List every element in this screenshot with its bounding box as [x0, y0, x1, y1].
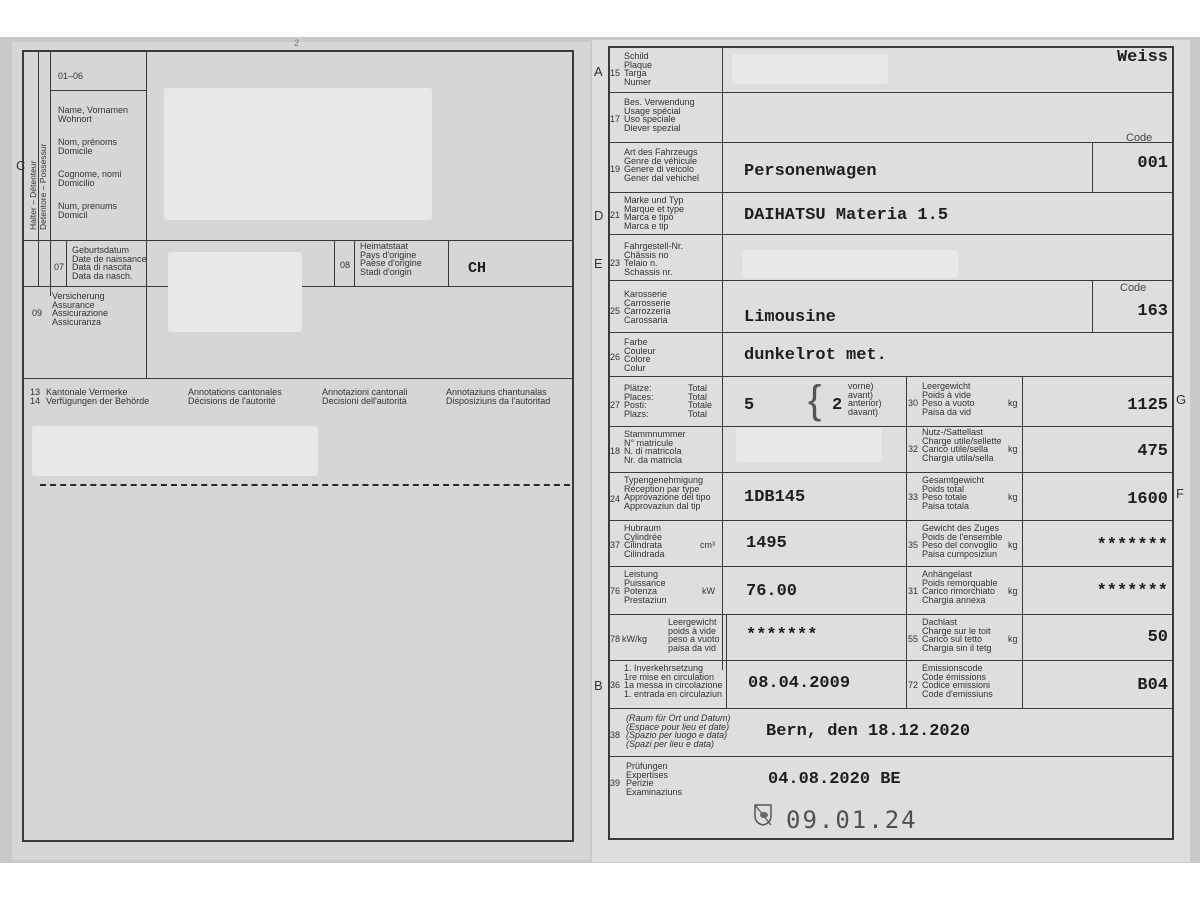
- divider: [610, 92, 1172, 93]
- divider: [1092, 280, 1093, 332]
- left-page: [12, 38, 590, 860]
- empty-weight-value: 1125: [1127, 396, 1168, 415]
- redacted-birth-date: [168, 252, 302, 332]
- roof-load-value: 50: [1147, 628, 1168, 647]
- place-date-label: (Raum für Ort und Datum) (Espace pour lieu et date) (Spazio per luogo e data) (Spazi per lieu e data): [626, 713, 731, 749]
- divider: [448, 240, 449, 286]
- unit-kg: kg: [1008, 540, 1018, 550]
- bern-crest-icon: [754, 804, 772, 826]
- matricule-label: Stammnummer N° matricule N. di matricola Nr. da matricla: [624, 429, 686, 465]
- roof-load-label: Dachlast Charge sur le toit Carico sul tetto Chargia sin il tetg: [922, 617, 992, 653]
- vehicle-type-label: Art des Fahrzeugs Genre de véhicule Genere di veicolo Gener dal vehichel: [624, 147, 700, 183]
- field-number: 23: [610, 258, 621, 268]
- field-number: 36: [610, 680, 621, 690]
- annotations-it: Annotazioni cantonali Decisioni dell'autorità: [322, 387, 408, 406]
- seats-total-label: Total Total Totale Total: [688, 383, 713, 419]
- emission-code-value: B04: [1137, 676, 1168, 695]
- type-approval-label: Typengenehmigung Réception par type Approvazione del tipo Approvaziun dal tip: [624, 475, 711, 511]
- place-date-value: Bern, den 18.12.2020: [766, 722, 971, 741]
- section-letter-a: A: [594, 64, 603, 79]
- field-number: 15: [610, 68, 621, 78]
- power-label: Leistung Puissance Potenza Prestaziun: [624, 569, 667, 605]
- train-weight-value: *******: [1096, 536, 1168, 555]
- field-number: 76: [610, 586, 621, 596]
- seats-front-label: vorne) avant) anterior) davant): [848, 381, 882, 417]
- field-number: 27: [610, 400, 621, 410]
- divider: [354, 240, 355, 286]
- field-number: 37: [610, 540, 621, 550]
- divider: [610, 520, 1172, 521]
- field-number: 39: [610, 778, 621, 788]
- power-weight-value: *******: [746, 626, 818, 645]
- right-page: [592, 40, 1190, 862]
- name-label-it: Cognome, nomi Domicilio: [58, 169, 122, 188]
- divider: [726, 614, 727, 708]
- divider: [610, 376, 1172, 377]
- redacted-chassis: [742, 250, 958, 278]
- annotations-fr: Annotations cantonales Décisions de l'autorité: [188, 387, 282, 406]
- seats-label: Plätze: Places: Posti: Plazs:: [624, 383, 654, 419]
- power-value: 76.00: [746, 582, 798, 601]
- redacted-plate: [732, 54, 888, 84]
- payload-value: 475: [1137, 442, 1168, 461]
- field-number: 38: [610, 730, 621, 740]
- divider: [610, 660, 1172, 661]
- body-code: 163: [1137, 302, 1168, 321]
- divider: [610, 142, 1172, 143]
- divider: [334, 240, 335, 286]
- section-letter-e: E: [594, 256, 603, 271]
- field-number: 33: [908, 492, 919, 502]
- seats-front-value: 2: [832, 396, 843, 415]
- field-number: 21: [610, 210, 621, 220]
- divider: [610, 426, 1172, 427]
- insurance-label: Versicherung Assurance Assicurazione Assicuranza: [52, 291, 109, 327]
- origin-label: Heimatstaat Pays d'origine Paese d'origine Stadi d'origin: [360, 241, 422, 277]
- field-number: 78: [610, 634, 621, 644]
- divider: [24, 240, 572, 241]
- empty-weight-label: Leergewicht Poids à vide Peso a vuoto Paisa da vid: [922, 381, 975, 417]
- section-letter-f: F: [1176, 486, 1184, 501]
- section-letter-d: D: [594, 208, 604, 223]
- first-registration-value: 08.04.2009: [748, 674, 851, 693]
- body-label: Karosserie Carrosserie Carrozzeria Carossaria: [624, 289, 671, 325]
- divider: [1022, 376, 1023, 708]
- field-number: 72: [908, 680, 919, 690]
- seats-total-value: 5: [744, 396, 755, 415]
- field-number: 09: [32, 308, 43, 318]
- redacted-annotation: [32, 426, 318, 476]
- field-number: 18: [610, 446, 621, 456]
- special-use-label: Bes. Verwendung Usage spécial Uso speciale Diever spezial: [624, 97, 695, 133]
- divider: [610, 756, 1172, 757]
- inspection-value: 04.08.2020 BE: [768, 770, 901, 789]
- unit-kg: kg: [1008, 492, 1018, 502]
- unit-kg: kg: [1008, 444, 1018, 454]
- total-weight-value: 1600: [1127, 490, 1168, 509]
- unit-kg: kg: [1008, 398, 1018, 408]
- divider: [146, 52, 147, 378]
- divider: [66, 240, 67, 286]
- divider: [610, 192, 1172, 193]
- unit-kg: kg: [1008, 586, 1018, 596]
- section-letter-b: B: [594, 678, 603, 693]
- holder-vertical-fr: Detentore – Possessur: [38, 143, 48, 230]
- page-number: 2: [294, 38, 300, 48]
- make-model-value: DAIHATSU Materia 1.5: [744, 206, 949, 225]
- field-number: 31: [908, 586, 919, 596]
- divider: [50, 240, 51, 286]
- divider: [610, 332, 1172, 333]
- chassis-label: Fahrgestell-Nr. Châssis no Telaio n. Schassis nr.: [624, 241, 684, 277]
- unit-kw-per-kg: kW/kg: [622, 634, 648, 644]
- name-label-fr: Nom, prénoms Domicile: [58, 137, 118, 156]
- name-label-rm: Num, prenums Domicil: [58, 201, 118, 220]
- color-value: dunkelrot met.: [744, 346, 887, 365]
- code-label: Code: [1120, 282, 1147, 294]
- type-approval-value: 1DB145: [744, 488, 806, 507]
- unit-kg: kg: [1008, 634, 1018, 644]
- body-value: Limousine: [744, 308, 836, 327]
- divider: [610, 566, 1172, 567]
- vehicle-type-value: Personenwagen: [744, 162, 877, 181]
- make-model-label: Marke und Typ Marque et type Marca e tipo Marca e tip: [624, 195, 685, 231]
- unit-cm3: cm³: [700, 540, 715, 550]
- payload-label: Nutz-/Sattellast Charge utile/sellette Carico utile/sella Chargia utila/sella: [922, 427, 1002, 463]
- vehicle-type-code: 001: [1137, 154, 1168, 173]
- divider: [610, 234, 1172, 235]
- color-label: Farbe Couleur Colore Colur: [624, 337, 656, 373]
- displacement-label: Hubraum Cylindrée Cilindrata Cilindrada: [624, 523, 665, 559]
- field-number: 26: [610, 352, 621, 362]
- plate-label: Schild Plaque Targa Numer: [624, 51, 653, 87]
- inspection-stamp-date: 09.01.24: [786, 806, 918, 834]
- unit-kw: kW: [702, 586, 715, 596]
- annotations-numbers: 13 14: [30, 387, 41, 406]
- annotations-de: Kantonale Vermerke Verfügungen der Behörde: [46, 387, 150, 406]
- field-number: 19: [610, 164, 621, 174]
- emission-code-label: Emissionscode Code émissions Codice emissioni Code d'emissiuns: [922, 663, 993, 699]
- divider: [610, 614, 1172, 615]
- divider: [1092, 142, 1093, 192]
- field-number: 17: [610, 114, 621, 124]
- origin-value: CH: [468, 260, 487, 277]
- total-weight-label: Gesamtgewicht Poids total Peso totale Paisa totala: [922, 475, 985, 511]
- section-letter-c: C: [16, 158, 26, 173]
- divider: [50, 90, 146, 91]
- trailer-load-value: *******: [1096, 582, 1168, 601]
- divider: [610, 280, 1172, 281]
- divider: [24, 378, 572, 379]
- divider: [722, 48, 723, 670]
- train-weight-label: Gewicht des Zuges Poids de l'ensemble Peso del convoglio Paisa cumposiziun: [922, 523, 1003, 559]
- row-range-label: 01–06: [58, 71, 84, 81]
- displacement-value: 1495: [746, 534, 787, 553]
- section-letter-g: G: [1176, 392, 1187, 407]
- field-number: 55: [908, 634, 919, 644]
- field-number: 24: [610, 494, 621, 504]
- divider: [610, 472, 1172, 473]
- field-number: 35: [908, 540, 919, 550]
- field-number: 08: [340, 260, 351, 270]
- brace-mark: {: [808, 378, 822, 422]
- field-number: 32: [908, 444, 919, 454]
- plate-color-value: Weiss: [1116, 48, 1168, 67]
- name-label-de: Name, Vornamen Wohnort: [58, 105, 129, 124]
- inspection-label: Prüfungen Expertises Perizie Examinaziuns: [626, 761, 683, 797]
- first-registration-label: 1. Inverkehrsetzung 1re mise en circulation 1a messa in circolazione 1. entrada en circulaziun: [624, 663, 723, 699]
- power-weight-label: Leergewicht poids à vide peso a vuoto paisa da vid: [668, 617, 720, 653]
- divider: [906, 376, 907, 708]
- trailer-load-label: Anhängelast Poids remorquable Carico rimorchiato Chargia annexa: [922, 569, 998, 605]
- field-number: 25: [610, 306, 621, 316]
- redacted-holder-name: [164, 88, 432, 220]
- divider: [610, 708, 1172, 709]
- code-label: Code: [1126, 132, 1153, 144]
- field-number: 30: [908, 398, 919, 408]
- annotations-rm: Annotaziuns chantunalas Disposiziuns da l'autoritad: [446, 387, 551, 406]
- cut-line: [40, 484, 570, 486]
- holder-vertical-de: Halter – Détenteur: [28, 160, 38, 230]
- birth-date-label: Geburtsdatum Date de naissance Data di nascita Data da nasch.: [72, 245, 147, 281]
- redacted-matricule: [736, 428, 882, 462]
- field-number: 07: [54, 262, 65, 272]
